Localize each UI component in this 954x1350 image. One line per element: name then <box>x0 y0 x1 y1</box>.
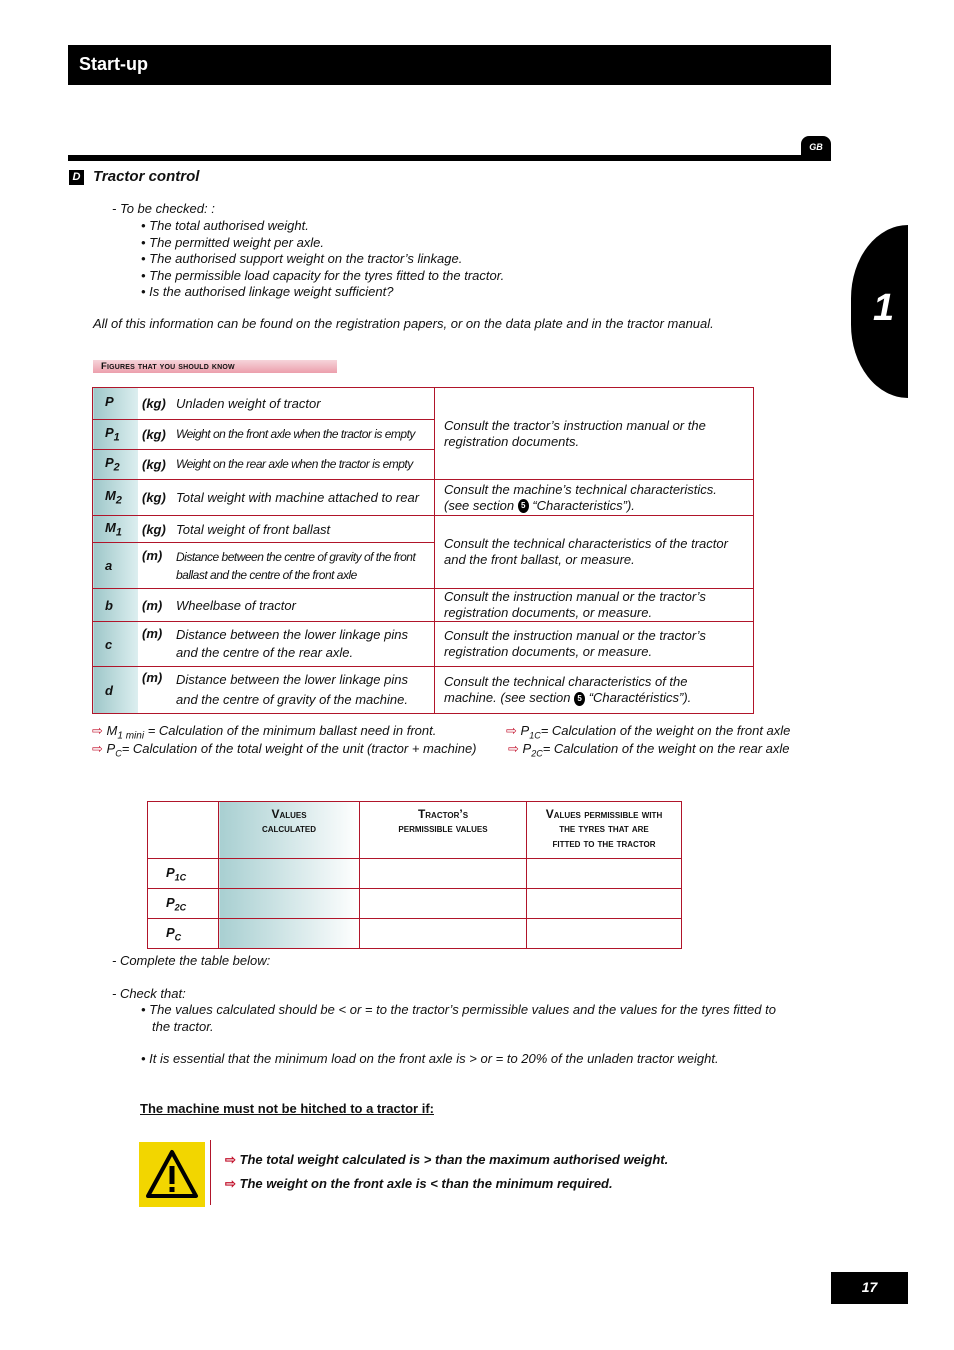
check-that-item-cont: the tractor. <box>152 1019 214 1034</box>
table-row <box>148 919 682 949</box>
list-item: • Is the authorised linkage weight sufficient? <box>141 284 394 299</box>
table-row <box>93 667 754 714</box>
arrow-right-icon: ⇨ <box>506 723 517 738</box>
consult-cell: Consult the technical characteristics of the machine. (see section 5 “Charactéristics”). <box>435 667 754 714</box>
table-header-row <box>148 802 682 859</box>
description-cell: (m) Distance between the centre of gravity of the front ballast and the centre of the front axle <box>138 543 435 589</box>
symbol-cell: $M_2$ <box>93 480 139 516</box>
symbol-cell: a <box>93 543 139 589</box>
section-ref-icon: 5 <box>518 499 529 513</box>
legend-p1c: ⇨ $P_{1C}=$ Calculation of the weight on the front axle <box>506 723 791 741</box>
calculated-value-input[interactable] <box>219 889 360 919</box>
list-item: • The permissible load capacity for the tyres fitted to the tractor. <box>141 267 505 283</box>
table-row <box>93 480 754 516</box>
warning-list <box>225 1148 668 1196</box>
header-values-calculated: Values calculated <box>219 802 360 859</box>
list-item: • The permitted weight per axle. <box>141 234 325 250</box>
calculation-table <box>147 801 682 949</box>
symbol-cell: $P_{1C}$ <box>148 859 219 889</box>
description-cell: (kg) Weight on the rear axle when the tractor is empty <box>138 450 435 480</box>
description-cell: (m) Distance between the lower linkage pins and the centre of the rear axle. <box>138 622 435 667</box>
symbol-cell: c <box>93 622 139 667</box>
section-ref-icon: 5 <box>574 692 585 706</box>
symbol-cell: b <box>93 589 139 622</box>
page-header-title: Start-up <box>79 54 148 74</box>
consult-cell: Consult the instruction manual or the tractor’s registration documents, or measure. <box>435 589 754 622</box>
figures-heading-bar <box>93 360 337 373</box>
header-tyre-permissible: Values permissible with the tyres that are fitted to the tractor <box>527 802 682 859</box>
complete-note: - Complete the table below: <box>112 953 271 968</box>
chapter-number: 1 <box>873 287 895 329</box>
tractor-value-input[interactable] <box>360 919 527 949</box>
symbol-cell: $M_1$ <box>93 516 139 543</box>
tyre-value-input[interactable] <box>527 859 682 889</box>
section-letter: D <box>69 170 84 185</box>
consult-cell: Consult the technical characteristics of the tractor and the front ballast, or measure. <box>435 516 754 589</box>
arrow-right-icon: ⇨ <box>92 741 103 756</box>
calculated-value-input[interactable] <box>219 919 360 949</box>
check-list <box>141 218 504 301</box>
check-that-intro: - Check that: <box>112 986 186 1001</box>
check-that-item: • The values calculated should be < or = to the tractor’s permissible values and the values for the tyres fitted to <box>141 1002 776 1017</box>
symbol-cell: $P_{2C}$ <box>148 889 219 919</box>
page-number: 17 <box>831 1272 908 1304</box>
description-cell: (kg) Unladen weight of tractor <box>138 388 435 420</box>
symbol-cell: $P_2$ <box>93 450 139 480</box>
table-row <box>93 589 754 622</box>
consult-cell: Consult the tractor’s instruction manual or the registration documents. <box>435 388 754 480</box>
calculated-value-input[interactable] <box>219 859 360 889</box>
tractor-value-input[interactable] <box>360 889 527 919</box>
symbol-cell: d <box>93 667 139 714</box>
arrow-right-icon: ⇨ <box>92 723 103 738</box>
tyre-value-input[interactable] <box>527 919 682 949</box>
table-row <box>148 889 682 919</box>
check-that-item: • It is essential that the minimum load on the front axle is > or = to 20% of the unladen tractor weight. <box>141 1051 719 1066</box>
legend-m1: ⇨ $M_{1 mini}$ = Calculation of the minimum ballast need in front. <box>92 723 437 742</box>
description-cell: (m) Distance between the lower linkage pins and the centre of gravity of the machine. <box>138 667 435 714</box>
tractor-value-input[interactable] <box>360 859 527 889</box>
list-item: ⇨ The total weight calculated is > than the maximum authorised weight. <box>225 1152 669 1167</box>
figures-table <box>92 387 754 714</box>
tyre-value-input[interactable] <box>527 889 682 919</box>
description-cell: (m) Wheelbase of tractor <box>138 589 435 622</box>
list-item: • The authorised support weight on the tractor’s linkage. <box>141 251 463 266</box>
table-row <box>148 859 682 889</box>
symbol-cell: $P_1$ <box>93 420 139 450</box>
figures-heading: Figures that you should know <box>101 361 235 372</box>
consult-cell: Consult the machine’s technical characteristics. (see section 5 “Characteristics”). <box>435 480 754 516</box>
table-row <box>93 516 754 543</box>
description-cell: (kg) Weight on the front axle when the tractor is empty <box>138 420 435 450</box>
description-cell: (kg) Total weight of front ballast <box>138 516 435 543</box>
symbol-cell: P <box>93 388 139 420</box>
description-cell: (kg) Total weight with machine attached to rear <box>138 480 435 516</box>
table-row <box>93 388 754 420</box>
warning-heading: The machine must not be hitched to a tractor if: <box>140 1101 434 1116</box>
warning-triangle-icon <box>139 1142 205 1207</box>
chapter-tab <box>851 225 908 398</box>
list-item: • The total authorised weight. <box>141 218 309 233</box>
check-intro: - To be checked: : <box>112 201 215 216</box>
legend-p2c: ⇨ $P_{2C}=$ Calculation of the weight on the rear axle <box>508 741 790 759</box>
warning-divider <box>210 1140 211 1205</box>
symbol-cell: $P_C$ <box>148 919 219 949</box>
header-rule <box>68 155 831 161</box>
header-tractor-permissible: Tractor’s permissible values <box>360 802 527 859</box>
table-row <box>93 622 754 667</box>
info-note: All of this information can be found on the registration papers, or on the data plate and in the tractor manual. <box>93 316 714 331</box>
arrow-right-icon: ⇨ <box>508 741 519 756</box>
section-title: Tractor control <box>93 168 200 185</box>
header-bar <box>68 45 831 85</box>
language-tag: GB <box>801 136 831 161</box>
corner-cell <box>148 802 219 859</box>
consult-cell: Consult the instruction manual or the tractor’s registration documents, or measure. <box>435 622 754 667</box>
legend-pc: ⇨ $P_C=$ Calculation of the total weight of the unit (tractor + machine) <box>92 741 477 759</box>
arrow-right-icon: ⇨ <box>225 1152 236 1167</box>
arrow-right-icon: ⇨ <box>225 1176 236 1191</box>
list-item: ⇨ The weight on the front axle is < than the minimum required. <box>225 1176 613 1191</box>
